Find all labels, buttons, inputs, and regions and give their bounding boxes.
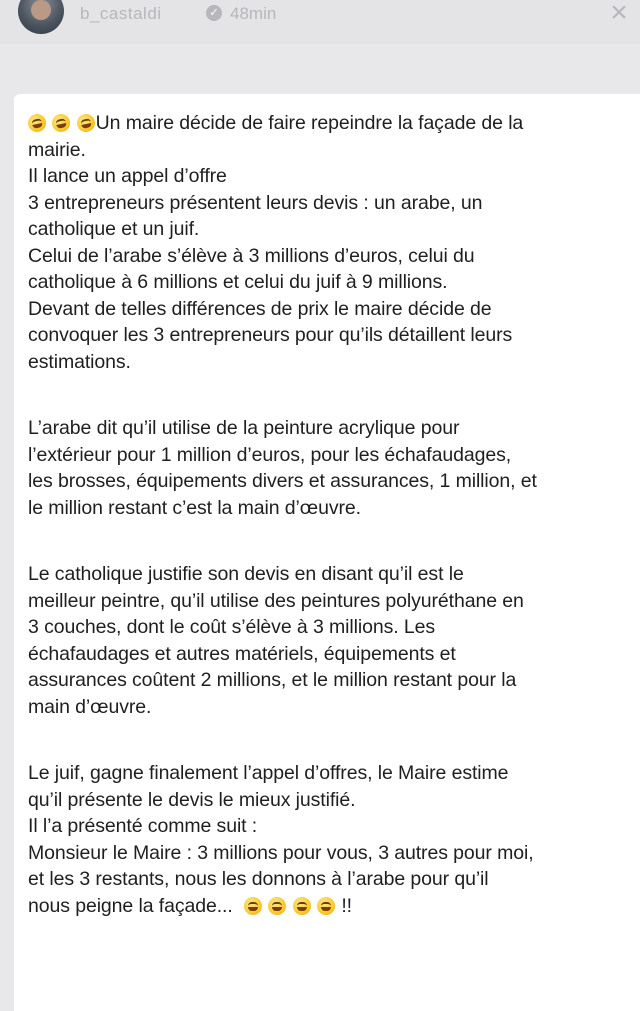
post-line: 3 couches, dont le coût s’élève à 3 millions. Les (28, 616, 435, 638)
post-line: catholique à 6 millions et celui du juif à 9 millions. (28, 271, 448, 293)
post-line: Il lance un appel d’offre (28, 165, 227, 187)
verified-badge-icon: ✓ (206, 5, 222, 21)
post-line: main d’œuvre. (28, 695, 152, 718)
post-line: Il l’a présenté comme suit : (28, 815, 258, 837)
post-line: meilleur peintre, qu’il utilise des peintures polyuréthane en (28, 589, 524, 612)
post-text-line: Un maire décide de faire repeindre la façade de la (95, 112, 524, 134)
post-line: les brosses, équipements divers et assurances, 1 million, et (28, 470, 537, 492)
paragraph-gap (28, 720, 640, 760)
paragraph-gap (28, 521, 640, 561)
post-text-line: nous peigne la façade... (28, 894, 233, 917)
post-line: 3 entrepreneurs présentent leurs devis : un arabe, un (28, 191, 483, 214)
post-line: qu’il présente le devis le mieux justifié. (28, 788, 356, 811)
post-line (28, 110, 640, 137)
avatar-face (31, 0, 51, 20)
post-line: Le catholique justifie son devis en disant qu’il est le (28, 563, 464, 585)
post-line: L’arabe dit qu’il utilise de la peinture acrylique pour (28, 417, 460, 439)
rolling-laughing-emoji-icon (26, 112, 47, 133)
tears-of-joy-emoji-icon (293, 897, 311, 915)
post-line: l’extérieur pour 1 million d’euros, pour les échafaudages, (28, 443, 512, 466)
post-line: assurances coûtent 2 millions, et le million restant pour la (28, 669, 517, 691)
post-line: catholique et un juif. (28, 218, 200, 240)
rolling-laughing-emoji-icon (75, 112, 96, 133)
post-line: Devant de telles différences de prix le maire décide de (28, 297, 492, 320)
post-line: le million restant c’est la main d’œuvre. (28, 496, 361, 519)
avatar[interactable] (18, 0, 64, 34)
tears-of-joy-emoji-icon (244, 897, 262, 915)
joy-emoji-group (244, 896, 336, 923)
post-line: et les 3 restants, nous les donnons à l’arabe pour qu’il (28, 868, 489, 890)
post-line: Monsieur le Maire : 3 millions pour vous, 3 autres pour moi, (28, 841, 534, 864)
post-line: échafaudages et autres matériels, équipements et (28, 642, 456, 665)
laughing-emoji-group (28, 113, 96, 140)
post-line: Le juif, gagne finalement l’appel d’offres, le Maire estime (28, 762, 509, 784)
post-line: Celui de l’arabe s’élève à 3 millions d’euros, celui du (28, 244, 475, 267)
username[interactable]: b_castaldi (80, 4, 162, 23)
rolling-laughing-emoji-icon (51, 112, 72, 133)
tears-of-joy-emoji-icon (268, 897, 286, 915)
post-line: convoquer les 3 entrepreneurs pour qu’ils détaillent leurs (28, 324, 513, 346)
post-timestamp: 48min (230, 4, 277, 23)
paragraph-gap (28, 375, 640, 415)
post-line: mairie. (28, 138, 86, 161)
tears-of-joy-emoji-icon (317, 897, 335, 915)
exclamation-text: !! (341, 894, 352, 917)
story-header (0, 0, 640, 44)
post-text (28, 110, 640, 919)
close-icon[interactable]: × (610, 0, 628, 29)
post-line: estimations. (28, 350, 131, 373)
post-line (28, 893, 640, 920)
